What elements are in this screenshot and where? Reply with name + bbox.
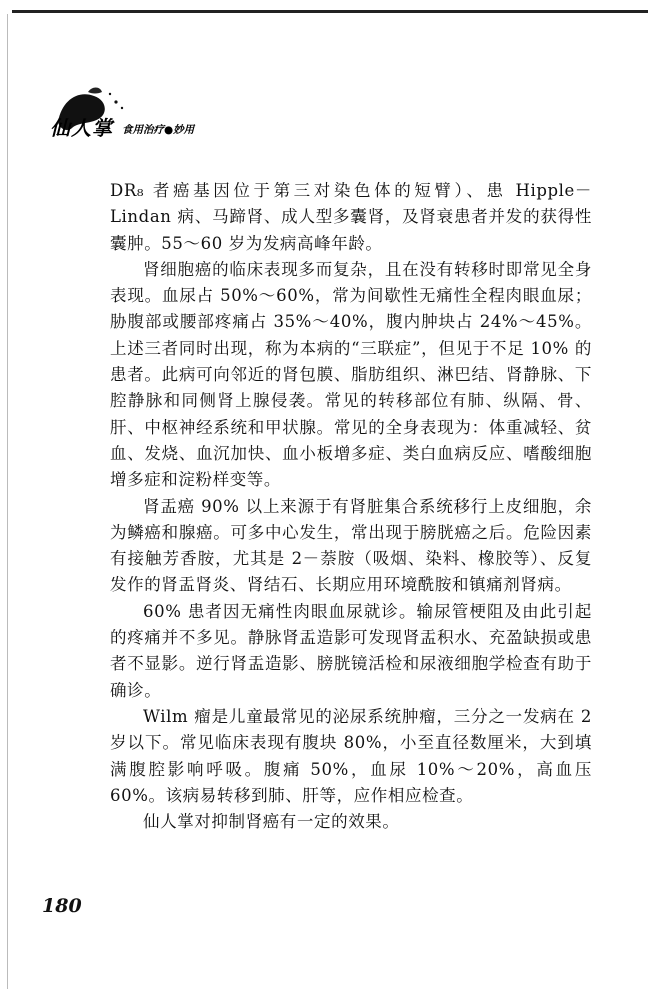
book-title: 仙人掌	[50, 116, 113, 140]
book-subtitle: 食用治疗●妙用	[122, 124, 195, 136]
paragraph-5: Wilm 瘤是儿童最常见的泌尿系统肿瘤，三分之一发病在 2 岁以下。常见临床表现有腹块 80%，小至直径数厘米，大到填满腹腔影响呼吸。腹痛 50%，血尿 10%～20%，高血压 60%。该病易转移到肺、肝等，应作相应检查。	[110, 706, 592, 805]
paragraph-1: DR₈ 者癌基因位于第三对染色体的短臂）、患 Hipple－Lindan 病、马蹄肾、成人型多囊肾，及肾衰患者并发的获得性囊肿。55～60 岁为发病高峰年龄。	[110, 181, 592, 253]
paragraph-3: 肾盂癌 90% 以上来源于有肾脏集合系统移行上皮细胞，余为鳞癌和腺癌。可多中心发生，常出现于膀胱癌之后。危险因素有接触芳香胺，尤其是 2－萘胺（吸烟、染料、橡胶等）、反复发作的肾盂肾炎、肾结石、长期应用环境酰胺和镇痛剂肾病。	[110, 496, 592, 595]
page-body	[110, 178, 592, 835]
page-number: 180	[42, 895, 82, 917]
top-rule	[12, 10, 648, 13]
paragraph-6: 仙人掌对抑制肾癌有一定的效果。	[143, 812, 400, 832]
paragraph-2: 肾细胞癌的临床表现多而复杂，且在没有转移时即常见全身表现。血尿占 50%～60%，常为间歇性无痛性全程肉眼血尿；胁腹部或腰部疼痛占 35%～40%，腹内肿块占 24%～45%。上述三者同时出现，称为本病的“三联症”，但见于不足 10% 的患者。此病可向邻近的肾包膜、脂肪组织、淋巴结、肾静脉、下腔静脉和同侧肾上腺侵袭。常见的转移部位有肺、纵隔、骨、肝、中枢神经系统和甲状腺。常见的全身表现为：体重减轻、贫血、发烧、血沉加快、血小板增多症、类白血病反应、嗜酸细胞增多症和淀粉样变等。	[110, 259, 592, 490]
header-logo	[48, 82, 268, 154]
paragraph-4: 60% 患者因无痛性肉眼血尿就诊。输尿管梗阻及由此引起的疼痛并不多见。静脉肾盂造影可发现肾盂积水、充盈缺损或患者不显影。逆行肾盂造影、膀胱镜活检和尿液细胞学检查有助于确诊。	[110, 601, 592, 700]
binding-edge	[7, 14, 8, 989]
